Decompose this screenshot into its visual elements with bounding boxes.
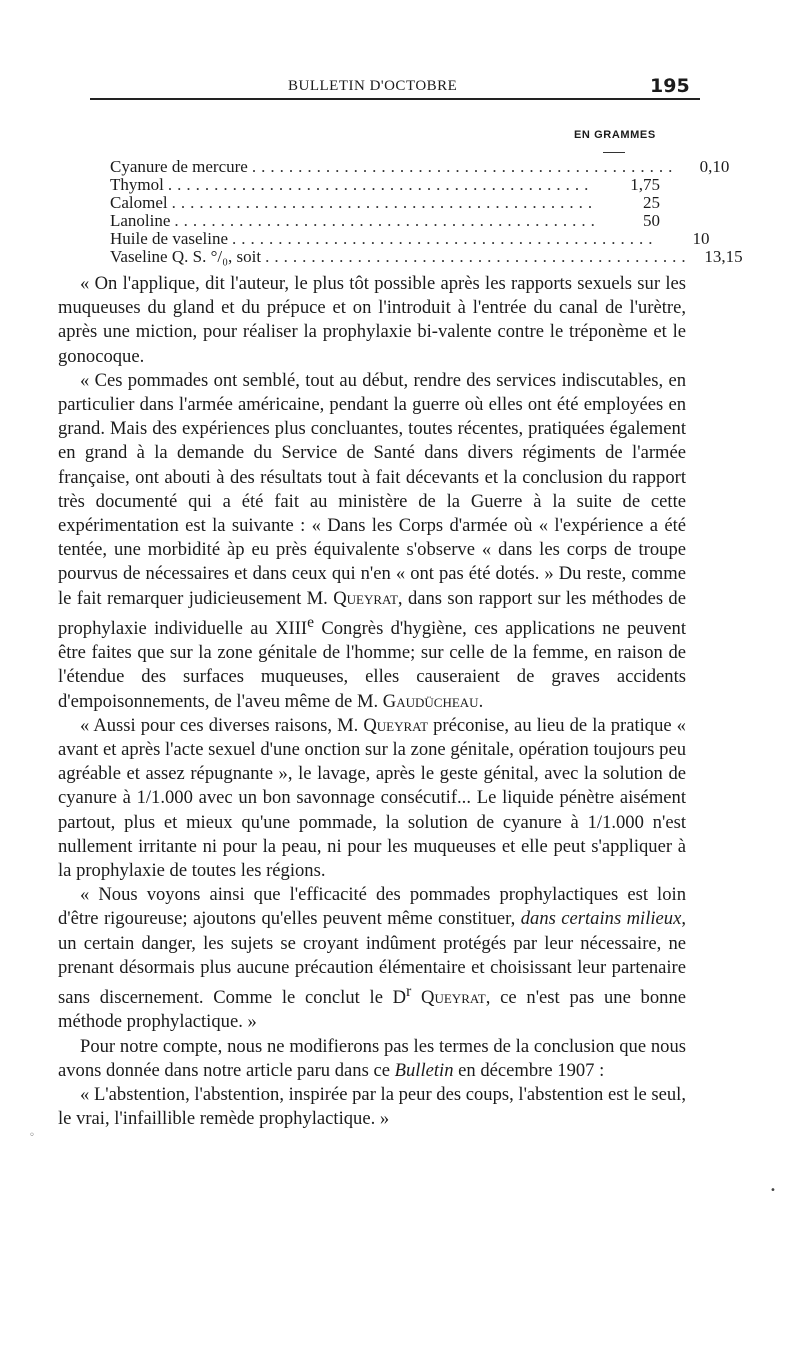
running-title: BULLETIN D'OCTOBRE bbox=[288, 78, 458, 94]
italic-phrase: dans certains milieux bbox=[520, 908, 682, 930]
recipe-row bbox=[110, 176, 660, 194]
margin-mark: • bbox=[770, 1185, 776, 1196]
author-name: Queyrat bbox=[333, 587, 398, 609]
ingredient-qty: 0,10 bbox=[699, 157, 730, 176]
paragraph-text: « Aussi pour ces diverses raisons, M. bbox=[80, 714, 359, 736]
leader-dots: .............................................. bbox=[251, 157, 678, 176]
ingredient-name: Lanoline bbox=[110, 211, 171, 230]
recipe-row bbox=[110, 157, 730, 176]
leader-dots: .............................................. bbox=[265, 247, 691, 266]
page-number: 195 bbox=[650, 75, 690, 97]
paragraph-text: « Ces pommades ont semblé, tout au début, rendre des services indiscutables, en particulier dans l'armée américaine, pendant la guerre où elles ont été employées en grand. Mais des expériences plus concluantes, toutes récentes, pratiquées également en grand à la demande du Service de Santé dans divers régiments de l'armée française, ont abouti à des résultats tout à fait décevants et la conclusion du rapport très documenté qui a été fait au ministère de la Guerre à la suite de cette expérimentation est la suivante : « Dans les Corps d'armée où « l'expérience a été tentée, une morbidité àp eu près équivalente s'observe « dans les corps de troupe pourvus de nécessaires et dans ceux qui n'en « ont pas été dotés. » Du reste, comme le fait remarquer judicieusement M. bbox=[58, 369, 686, 609]
ingredient-qty: 13,15 bbox=[704, 247, 743, 266]
paragraph-text: « Nous voyons ainsi que l'efficacité des pommades prophylactiques est loin d'être rigoureuse; ajoutons qu'elles peuvent même constituer, bbox=[58, 884, 686, 930]
paragraph-text: , dans son rapport sur les méthodes de prophylaxie individuelle au XIII bbox=[58, 587, 686, 640]
paragraph bbox=[58, 1035, 686, 1083]
paragraph-text: , un certain danger, les sujets se croyant indûment protégés par leur nécessaire, ne prenant désormais plus aucune précaution élémentaire et choisissant leur partenaire sans discernement. Comme le conclut le D bbox=[58, 908, 686, 1009]
superscript: e bbox=[307, 613, 315, 631]
margin-mark: ◦ bbox=[29, 1130, 35, 1141]
ingredient-name: Calomel bbox=[110, 193, 168, 212]
paragraph-text: en décembre 1907 : bbox=[458, 1059, 605, 1081]
author-name: Queyrat bbox=[421, 987, 486, 1009]
paragraph-text: préconise, au lieu de la pratique « avant et après l'acte sexuel d'une onction sur la zone génitale, opération toujours peu agréable et assez répugnante », le lavage, après le geste génital, avec la solution de cyanure à 1/1.000 avec un bon savonnage consécutif... Le liquide pénètre aisément partout, plus et mieux qu'une pommade, la solution de cyanure à 1/1.000 n'est nullement irritante ni pour la peau, ni pour les muqueuses et elle peut s'appliquer à la prophylaxie de toutes les régions. bbox=[58, 714, 686, 882]
italic-phrase: Bulletin bbox=[394, 1059, 454, 1081]
ingredient-qty: 10 bbox=[692, 229, 710, 248]
ingredient-qty: 25 bbox=[643, 193, 660, 212]
paragraph-text: , ce n'est pas une bonne méthode prophylactique. » bbox=[58, 987, 686, 1033]
leader-dots: .............................................. bbox=[171, 193, 598, 212]
recipe-row bbox=[110, 194, 660, 212]
paragraph-text: « L'abstention, l'abstention, inspirée par la peur des coups, l'abstention est le seul, le vrai, l'infaillible remède prophylactique. » bbox=[58, 1084, 686, 1130]
paragraph-text: . bbox=[478, 690, 484, 712]
ingredient-name: Thymol bbox=[110, 175, 164, 194]
unit-label: EN GRAMMES bbox=[574, 129, 656, 141]
paragraph bbox=[58, 369, 686, 714]
leader-dots: .............................................. bbox=[232, 229, 658, 248]
recipe-row bbox=[110, 229, 710, 248]
superscript: r bbox=[406, 983, 412, 1001]
ingredient-qty: 1,75 bbox=[630, 175, 660, 194]
ingredient-name: Cyanure de mercure bbox=[110, 157, 248, 176]
leader-dots: .............................................. bbox=[167, 175, 594, 194]
header-rule bbox=[90, 98, 700, 100]
paragraph bbox=[58, 883, 686, 1034]
ingredient-name: Vaseline Q. S. °/₀, soit bbox=[110, 247, 262, 266]
recipe-row bbox=[110, 212, 660, 230]
paragraph bbox=[58, 714, 686, 883]
paragraph-text: Congrès d'hygiène, ces applications ne peuvent être faites que sur la zone génitale de l'homme; sur celle de la femme, en raison de l'étendue des surfaces muqueuses, elles causeraient de graves accidents d'empoisonnements, de l'aveu même de M. bbox=[58, 618, 686, 712]
recipe-list bbox=[110, 157, 743, 266]
paragraph-text: Pour notre compte, nous ne modifierons pas les termes de la conclusion que nous avons donnée dans notre article paru dans ce bbox=[58, 1035, 686, 1081]
author-name: Queyrat bbox=[363, 714, 429, 736]
page-header bbox=[0, 0, 800, 120]
paragraph bbox=[58, 1083, 686, 1131]
ingredient-qty: 50 bbox=[643, 211, 660, 230]
author-name: Gaudücheau bbox=[382, 690, 479, 712]
recipe-row bbox=[110, 247, 743, 266]
paragraph-text: « On l'applique, dit l'auteur, le plus tôt possible après les rapports sexuels sur les muqueuses du gland et du prépuce et on l'introduit à l'entrée du canal de l'urètre, après une miction, pour réaliser la prophylaxie bi-valente contre le tréponème et le gonocoque. bbox=[58, 273, 686, 367]
unit-dash bbox=[603, 152, 625, 153]
paragraph bbox=[58, 272, 686, 369]
article-body bbox=[58, 272, 686, 1131]
leader-dots: .............................................. bbox=[174, 211, 600, 230]
ingredient-name: Huile de vaseline bbox=[110, 229, 229, 248]
